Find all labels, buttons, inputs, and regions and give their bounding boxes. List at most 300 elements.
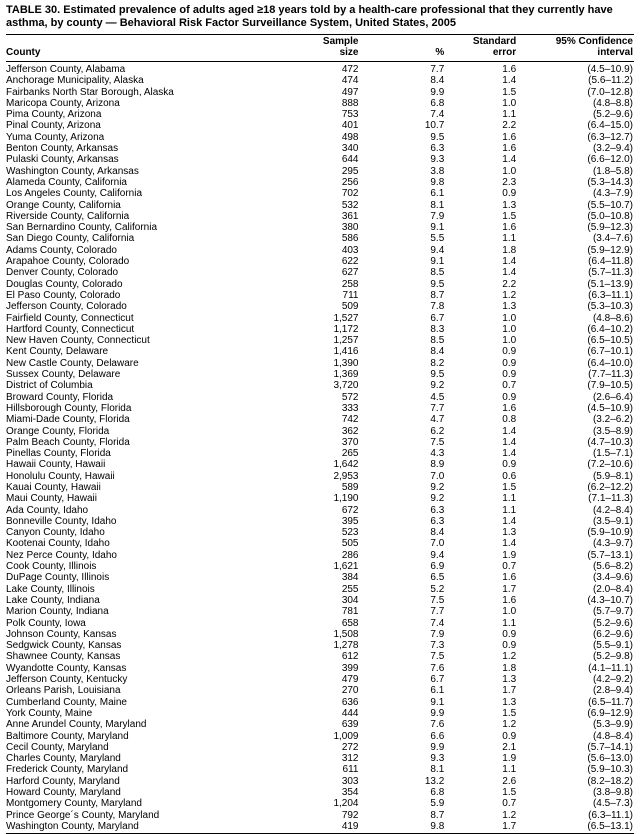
table-row [6,211,634,222]
cell-sample-size: 419 [306,821,359,834]
table-header [6,35,634,62]
cell-sample-size: 474 [341,75,359,87]
table-row [6,538,634,549]
cell-percent: 9.8 [430,176,445,188]
cell-county: Maui County, Hawaii [6,493,97,505]
cell-standard-error: 1.4 [502,436,517,448]
cell-confidence-interval: (5.3–10.3) [587,301,633,313]
cell-county: DuPage County, Illinois [6,572,110,584]
cell-standard-error: 1.6 [502,402,517,414]
cell-sample-size: 1,416 [333,346,359,358]
cell-sample-size: 395 [341,515,359,527]
cell-percent: 7.5 [430,594,445,606]
cell-sample-size: 472 [341,64,359,75]
cell-confidence-interval: (5.9–10.9) [587,527,633,539]
table-row [6,561,634,572]
cell-percent: 7.4 [430,617,445,629]
cell-standard-error: 2.1 [502,741,517,753]
cell-confidence-interval: (2.6–6.4) [592,391,633,403]
cell-county: San Bernardino County, California [6,222,158,234]
cell-percent: 9.3 [430,154,445,166]
table-row [6,154,634,165]
cell-standard-error: 2.2 [502,278,517,290]
cell-percent: 8.3 [430,323,445,335]
cell-confidence-interval: (6.9–12.9) [587,707,633,719]
cell-standard-error: 1.4 [502,448,517,460]
table-row [6,459,634,470]
header-sample-top: Sample [322,36,359,47]
header-sample-bottom: size [306,47,359,62]
cell-standard-error: 1.4 [502,75,517,87]
cell-percent: 9.1 [430,222,445,234]
table-row [6,346,634,357]
table-row [6,821,634,834]
cell-standard-error: 1.5 [502,86,517,98]
cell-percent: 9.9 [430,741,445,753]
cell-county: Pulaski County, Arkansas [6,154,119,166]
cell-confidence-interval: (3.8–9.8) [592,787,633,798]
cell-sample-size: 1,390 [333,357,359,369]
cell-sample-size: 444 [341,707,359,719]
cell-county: Kent County, Delaware [6,346,109,358]
cell-county: Bonneville County, Idaho [6,515,117,527]
cell-confidence-interval: (5.2–9.6) [592,617,633,629]
cell-standard-error: 1.5 [502,707,517,719]
cell-confidence-interval: (4.5–7.3) [592,798,633,810]
cell-percent: 8.5 [430,267,445,279]
cell-confidence-interval: (5.3–14.3) [587,176,633,188]
cell-county: Arapahoe County, Colorado [6,256,130,268]
cell-county: Polk County, Iowa [6,617,86,629]
cell-sample-size: 589 [341,481,359,493]
table-row [6,516,634,527]
cell-sample-size: 303 [341,775,359,787]
cell-confidence-interval: (5.9–12.9) [587,244,633,256]
cell-percent: 9.4 [430,244,445,256]
cell-county: Washington County, Arkansas [6,165,139,177]
cell-standard-error: 0.9 [502,459,517,471]
cell-percent: 9.1 [430,696,445,708]
cell-percent: 9.2 [430,493,445,505]
cell-confidence-interval: (6.3–11.1) [588,809,633,821]
cell-standard-error: 1.4 [502,538,517,550]
cell-confidence-interval: (4.1–11.1) [588,662,633,674]
cell-standard-error: 1.4 [502,267,517,279]
cell-county: Harford County, Maryland [6,775,120,787]
cell-percent: 5.9 [430,798,445,810]
cell-county: Sussex County, Delaware [6,369,121,381]
cell-percent: 7.8 [430,301,445,313]
table-row [6,403,634,414]
cell-confidence-interval: (5.6–8.2) [592,561,633,573]
cell-percent: 8.4 [430,527,445,539]
cell-county: El Paso County, Colorado [6,289,121,301]
cell-percent: 9.8 [359,821,445,834]
cell-standard-error: 2.3 [502,176,517,188]
cell-confidence-interval: (5.6–11.2) [588,75,633,87]
cell-sample-size: 1,172 [333,323,359,335]
cell-standard-error: 1.6 [502,572,517,584]
cell-standard-error: 0.9 [502,628,517,640]
cell-standard-error: 1.7 [502,583,517,595]
cell-percent: 8.7 [430,809,445,821]
cell-percent: 5.5 [430,233,445,245]
table-row [6,369,634,380]
cell-standard-error: 1.8 [502,662,517,674]
cell-confidence-interval: (5.1–13.9) [587,278,633,290]
cell-confidence-interval: (6.4–15.0) [587,120,633,132]
cell-sample-size: 295 [341,165,359,177]
cell-standard-error: 1.2 [502,289,517,301]
cell-sample-size: 1,369 [333,369,359,381]
cell-sample-size: 272 [341,741,359,753]
table-row [6,437,634,448]
cell-county: Howard County, Maryland [6,787,121,798]
cell-percent: 7.0 [430,538,445,550]
cell-sample-size: 304 [341,594,359,606]
cell-sample-size: 340 [341,143,359,155]
table-row [6,448,634,459]
cell-confidence-interval: (4.7–10.3) [587,436,633,448]
cell-standard-error: 1.3 [502,696,517,708]
cell-confidence-interval: (3.4–9.6) [592,572,633,584]
cell-standard-error: 1.1 [502,109,517,121]
table-row [6,132,634,143]
cell-standard-error: 1.0 [502,312,517,324]
table-row [6,358,634,369]
cell-percent: 6.3 [430,504,445,516]
table-row [6,629,634,640]
cell-standard-error: 1.0 [502,165,517,177]
table-row [6,685,634,696]
table-row [6,550,634,561]
cell-percent: 9.5 [430,131,445,143]
cell-sample-size: 1,642 [333,459,359,471]
table-row [6,764,634,775]
cell-sample-size: 497 [341,86,359,98]
cell-confidence-interval: (6.4–11.8) [588,256,633,268]
cell-sample-size: 1,190 [333,493,359,505]
cell-confidence-interval: (7.9–10.5) [587,380,633,392]
table-row [6,335,634,346]
cell-standard-error: 1.4 [502,256,517,268]
cell-county: Fairfield County, Connecticut [6,312,134,324]
cell-confidence-interval: (5.0–10.8) [587,210,633,222]
cell-percent: 7.5 [430,651,445,663]
cell-sample-size: 781 [341,606,359,618]
cell-confidence-interval: (5.5–10.7) [587,199,633,211]
cell-percent: 6.3 [430,515,445,527]
cell-percent: 7.4 [430,109,445,121]
cell-sample-size: 270 [341,685,359,697]
cell-standard-error: 2.6 [502,775,517,787]
cell-county: Palm Beach County, Florida [6,436,130,448]
cell-sample-size: 627 [341,267,359,279]
cell-confidence-interval: (4.2–9.2) [592,674,633,686]
cell-county: Lake County, Illinois [6,583,95,595]
cell-confidence-interval: (5.7–13.1) [587,549,633,561]
table-row [6,62,634,76]
cell-county: Miami-Dade County, Florida [6,414,130,426]
cell-standard-error: 1.2 [502,809,517,821]
cell-confidence-interval: (2.8–9.4) [592,685,633,697]
table-row [6,120,634,131]
cell-standard-error: 1.0 [502,606,517,618]
cell-percent: 8.4 [430,75,445,87]
cell-percent: 8.2 [430,357,445,369]
cell-sample-size: 636 [341,696,359,708]
cell-percent: 9.9 [430,86,445,98]
cell-confidence-interval: (7.1–11.3) [588,493,633,505]
cell-county: Charles County, Maryland [6,753,121,765]
cell-standard-error: 1.8 [502,244,517,256]
cell-confidence-interval: (5.6–13.0) [587,753,633,765]
cell-standard-error: 1.9 [502,549,517,561]
cell-confidence-interval: (5.7–9.7) [592,606,633,618]
cell-confidence-interval: (6.2–9.6) [592,628,633,640]
cell-sample-size: 888 [341,97,359,109]
cell-sample-size: 362 [341,425,359,437]
cell-standard-error: 0.8 [502,414,517,426]
cell-percent: 7.9 [430,210,445,222]
cell-standard-error: 1.1 [502,233,517,245]
table-row [6,471,634,482]
cell-county: Shawnee County, Kansas [6,651,121,663]
cell-county: Benton County, Arkansas [6,143,119,155]
cell-confidence-interval: (4.3–9.7) [592,538,633,550]
table-row [6,290,634,301]
table-row [6,674,634,685]
table-row [6,663,634,674]
cell-county: Johnson County, Kansas [6,628,117,640]
table-row [6,753,634,764]
cell-percent: 8.7 [430,289,445,301]
cell-sample-size: 639 [341,719,359,731]
cell-county: Wyandotte County, Kansas [6,662,127,674]
cell-confidence-interval: (3.4–7.6) [592,233,633,245]
cell-county: Douglas County, Colorado [6,278,123,290]
table-row [6,719,634,730]
cell-sample-size: 509 [341,301,359,313]
cell-county: Fairbanks North Star Borough, Alaska [6,86,174,98]
cell-confidence-interval: (5.3–9.9) [592,719,633,731]
cell-percent: 8.1 [430,199,445,211]
table-row [6,87,634,98]
cell-percent: 9.2 [430,481,445,493]
cell-county: Hartford County, Connecticut [6,323,135,335]
cell-standard-error: 0.7 [502,798,517,810]
cell-county: Hawaii County, Hawaii [6,459,106,471]
cell-sample-size: 644 [341,154,359,166]
cell-confidence-interval: (4.5–10.9) [587,64,633,75]
header-ci-bottom: interval [516,47,634,62]
cell-sample-size: 586 [341,233,359,245]
table-row [6,200,634,211]
cell-county: Cecil County, Maryland [6,741,109,753]
cell-confidence-interval: (4.5–10.9) [587,402,633,414]
cell-county: Maricopa County, Arizona [6,97,120,109]
cell-standard-error: 1.3 [502,199,517,211]
cell-county: Cumberland County, Maine [6,696,127,708]
cell-sample-size: 622 [341,256,359,268]
cell-sample-size: 399 [341,662,359,674]
cell-percent: 7.7 [430,64,445,75]
cell-confidence-interval: (7.7–11.3) [588,369,633,381]
cell-county: Jefferson County, Alabama [6,64,126,75]
cell-percent: 8.9 [430,459,445,471]
cell-percent: 7.3 [430,640,445,652]
cell-percent: 9.5 [430,369,445,381]
cell-percent: 6.1 [430,188,445,200]
cell-sample-size: 384 [341,572,359,584]
cell-sample-size: 312 [341,753,359,765]
cell-county: Pima County, Arizona [6,109,102,121]
cell-percent: 6.1 [430,685,445,697]
cell-standard-error: 1.1 [502,504,517,516]
cell-standard-error: 0.9 [502,346,517,358]
cell-sample-size: 1,278 [333,640,359,652]
cell-sample-size: 498 [341,131,359,143]
table-row [6,426,634,437]
cell-sample-size: 711 [342,289,359,301]
table-row [6,380,634,391]
table-row [6,233,634,244]
cell-county: Montgomery County, Maryland [6,798,142,810]
header-se-bottom: error [444,47,516,62]
cell-sample-size: 401 [341,120,359,132]
table-row [6,414,634,425]
table-title: TABLE 30. Estimated prevalence of adults aged ≥18 years told by a health-care professional that they currently have asthma, by county — Behavioral Risk Factor Surveillance System, United States, 2005 [6,4,613,29]
cell-sample-size: 286 [341,549,359,561]
cell-county: Cook County, Illinois [6,561,97,573]
cell-percent: 10.7 [424,120,445,132]
cell-percent: 9.9 [430,707,445,719]
cell-confidence-interval: (6.5–10.5) [587,335,633,347]
cell-standard-error: 0.9 [502,391,517,403]
cell-standard-error: 0.9 [502,357,517,369]
table-row [6,618,634,629]
cell-percent: 7.6 [430,662,445,674]
cell-standard-error: 1.6 [502,143,517,155]
table-row [6,708,634,719]
cell-confidence-interval: (8.2–18.2) [587,775,633,787]
cell-confidence-interval: (6.3–11.1) [588,289,633,301]
table-row [6,98,634,109]
cell-confidence-interval: (5.9–8.1) [592,470,633,482]
cell-percent: 7.9 [430,628,445,640]
cell-county: Marion County, Indiana [6,606,109,618]
cell-county: Kootenai County, Idaho [6,538,110,550]
table-row [6,267,634,278]
table-row [6,324,634,335]
cell-sample-size: 658 [341,617,359,629]
cell-sample-size: 479 [341,674,359,686]
cell-confidence-interval: (4.3–7.9) [592,188,633,200]
cell-percent: 6.6 [430,730,445,742]
cell-county: District of Columbia [6,380,93,392]
table-row [6,177,634,188]
cell-standard-error: 1.3 [502,527,517,539]
cell-confidence-interval: (3.5–9.1) [592,515,633,527]
cell-sample-size: 265 [341,448,359,460]
cell-percent: 6.9 [430,561,445,573]
cell-county: Adams County, Colorado [6,244,117,256]
table-row [6,731,634,742]
cell-standard-error: 1.2 [502,719,517,731]
cell-confidence-interval: (1.8–5.8) [592,165,633,177]
cell-confidence-interval: (6.6–12.0) [587,154,633,166]
table-row [6,798,634,809]
cell-standard-error: 1.5 [502,481,517,493]
table-row [6,313,634,324]
cell-county: York County, Maine [6,707,93,719]
cell-percent: 4.7 [430,414,445,426]
cell-percent: 5.2 [430,583,445,595]
table-row [6,256,634,267]
cell-percent: 8.5 [430,335,445,347]
cell-standard-error: 2.2 [502,120,517,132]
cell-percent: 13.2 [424,775,445,787]
cell-county: Sedgwick County, Kansas [6,640,122,652]
cell-standard-error: 1.1 [502,617,517,629]
table-row [6,697,634,708]
cell-sample-size: 3,720 [333,380,359,392]
table-row [6,279,634,290]
cell-sample-size: 255 [341,583,359,595]
cell-standard-error: 1.3 [502,674,517,686]
cell-percent: 6.5 [430,572,445,584]
table-row [6,301,634,312]
cell-percent: 6.8 [430,97,445,109]
cell-percent: 9.5 [430,278,445,290]
cell-sample-size: 612 [341,651,359,663]
cell-standard-error: 1.1 [502,764,517,776]
cell-sample-size: 702 [341,188,359,200]
cell-sample-size: 370 [341,436,359,448]
cell-confidence-interval: (1.5–7.1) [592,448,633,460]
cell-confidence-interval: (7.0–12.8) [587,86,633,98]
cell-county: Honolulu County, Hawaii [6,470,115,482]
table-row [6,584,634,595]
cell-standard-error: 0.7 [502,561,517,573]
cell-sample-size: 2,953 [333,470,359,482]
cell-confidence-interval: (6.3–12.7) [587,131,633,143]
cell-confidence-interval: (7.2–10.6) [587,459,633,471]
cell-percent: 8.1 [430,764,445,776]
cell-sample-size: 1,508 [333,628,359,640]
cell-standard-error: 0.7 [502,380,517,392]
cell-percent: 7.6 [430,719,445,731]
cell-confidence-interval: (3.2–9.4) [592,143,633,155]
table-row [6,606,634,617]
cell-sample-size: 742 [341,414,359,426]
cell-sample-size: 572 [341,391,359,403]
cell-confidence-interval: (4.8–8.4) [592,730,633,742]
cell-confidence-interval: (5.2–9.6) [592,109,633,121]
cell-confidence-interval: (6.4–10.2) [587,323,633,335]
cell-sample-size: 361 [341,210,359,222]
cell-county: Broward County, Florida [6,391,114,403]
cell-sample-size: 792 [341,809,359,821]
cell-percent: 6.3 [430,143,445,155]
cell-county: Yuma County, Arizona [6,131,105,143]
cell-standard-error: 1.3 [502,301,517,313]
cell-percent: 6.8 [430,787,445,798]
cell-standard-error: 0.9 [502,188,517,200]
cell-county: Jefferson County, Colorado [6,301,127,313]
cell-sample-size: 532 [341,199,359,211]
cell-county: Washington County, Maryland [6,821,306,834]
